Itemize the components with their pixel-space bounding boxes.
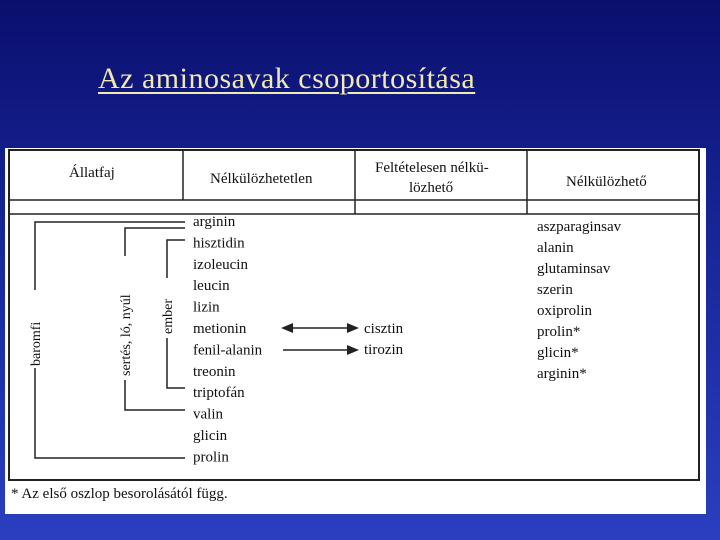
nonessential-item: oxiprolin (537, 303, 592, 319)
amino-acid-table (5, 148, 706, 514)
conditional-item: tirozin (364, 342, 404, 358)
arrow-head-left (281, 323, 293, 333)
label-poultry: baromfi (29, 321, 44, 366)
header-species: Állatfaj (69, 165, 115, 181)
arrow-head-right-2 (347, 345, 359, 355)
essential-item: hisztidin (193, 235, 245, 252)
label-human: ember (161, 299, 176, 334)
essential-item: triptofán (193, 385, 245, 402)
essential-item: arginin (193, 214, 236, 230)
bracket-mammals (125, 228, 185, 410)
footnote: * Az első oszlop besorolásától függ. (11, 486, 228, 502)
nonessential-item: alanin (537, 240, 574, 256)
nonessential-item: glutaminsav (537, 261, 611, 277)
bracket-poultry (35, 222, 185, 458)
conditional-list (364, 321, 404, 358)
nonessential-item: aszparaginsav (537, 219, 622, 235)
essential-item: metionin (193, 321, 247, 337)
essential-list (193, 214, 263, 465)
essential-item: lizin (193, 299, 220, 316)
essential-item: valin (193, 406, 223, 423)
header-essential: Nélkülözhetetlen (210, 171, 313, 187)
label-mammals: sertés, ló, nyúl (119, 294, 134, 376)
essential-item: leucin (193, 278, 230, 295)
nonessential-item: szerin (537, 282, 573, 298)
nonessential-item: glicin* (537, 345, 579, 361)
header-conditional-line2: lözhető (409, 180, 454, 196)
nonessential-list (537, 219, 622, 382)
essential-item: izoleucin (193, 256, 248, 273)
nonessential-item: arginin* (537, 366, 587, 382)
conditional-item: cisztin (364, 321, 404, 337)
header-nonessential: Nélkülözhető (566, 174, 647, 190)
essential-item: fenil-alanin (193, 342, 263, 359)
header-conditional-line1: Feltételesen nélkü- (375, 160, 489, 176)
slide-title: Az aminosavak csoportosítása (98, 62, 476, 95)
essential-item: treonin (193, 363, 236, 380)
nonessential-item: prolin* (537, 324, 581, 340)
essential-item: prolin (193, 449, 229, 466)
arrow-head-right-1 (347, 323, 359, 333)
essential-item: glicin (193, 428, 228, 444)
amino-acid-table-scan (5, 148, 706, 514)
